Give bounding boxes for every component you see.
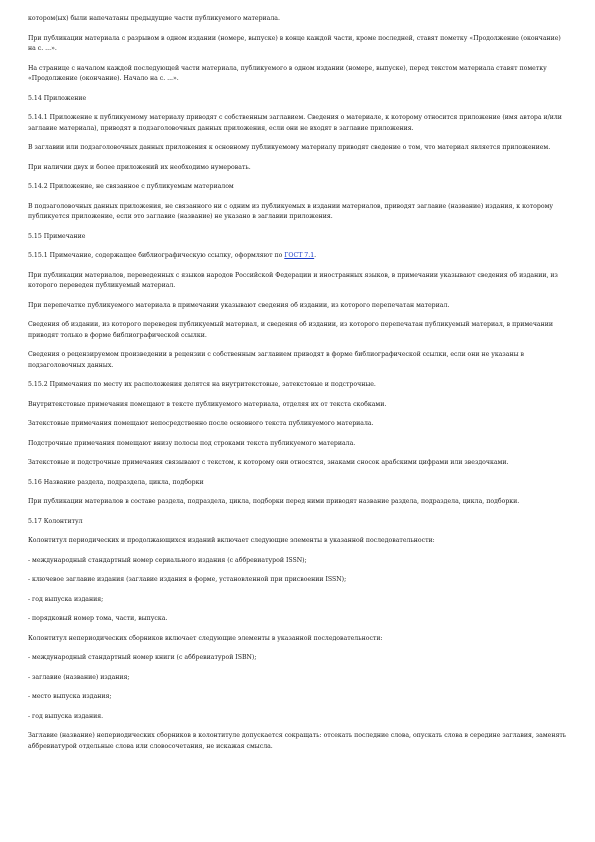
paragraph: Сведения об издании, из которого переведен публикуемый материал, и сведения об издании, из которого перепечатан публикуемый материал, в примечании приводят только в форме библиографической ссылки. (28, 321, 553, 339)
paragraph: В подзаголовочных данных приложения, не связанного ни с одним из публикуемых в издании материалов, приводят заглавие (название) издания, к которому публикуется приложение, если это заглавие (название) не указано в заглавии приложения. (28, 202, 554, 220)
paragraph: - место выпуска издания; (28, 693, 112, 700)
paragraph: Сведения о рецензируемом произведении в рецензии с собственным заглавием приводят в форме библиографической ссылки, если они не указаны в подзаголовочных данных. (28, 351, 524, 369)
paragraph: При публикации материалов в составе раздела, подраздела, цикла, подборки перед ними приводят название раздела, подраздела, цикла, подборки. (28, 498, 520, 505)
paragraph: В заглавии или подзаголовочных данных приложения к основному публикуемому материалу приводят сведение о том, что материал является приложением. (28, 144, 551, 151)
paragraph: Затекстовые примечания помещают непосредственно после основного текста публикуемого материала. (28, 420, 374, 427)
paragraph-text: 5.15.1 Примечание, содержащее библиографическую ссылку, оформляют по (28, 252, 285, 259)
paragraph: 5.16 Название раздела, подраздела, цикла, подборки (28, 478, 204, 486)
paragraph: 5.14.1 Приложение к публикуемому материалу приводят с собственным заглавием. Сведения о материале, к которому относится приложение (имя автора и/или заглавие материала), приводят в подзаголовочных данных приложения, если они не входят в заглавие приложения. (28, 114, 562, 132)
paragraph: - год выпуска издания; (28, 595, 104, 603)
paragraph: При публикации материалов, переведенных с языков народов Российской Федерации и иностранных языков, в примечании указывают сведения об издании, из которого переведен публикуемый материал. (28, 271, 558, 289)
paragraph: Колонтитул периодических и продолжающихся изданий включает следующие элементы в указанной последовательности: (28, 537, 435, 544)
paragraph: Внутритекстовые примечания помещают в тексте публикуемого материала, отделяя их от текста скобками. (28, 400, 387, 408)
paragraph: 5.14 Приложение (28, 94, 87, 102)
paragraph: 5.14.2 Приложение, не связанное с публикуемым материалом (28, 183, 234, 190)
paragraph: - заглавие (название) издания; (28, 673, 130, 681)
gost-link[interactable]: ГОСТ 7.1 (284, 252, 315, 259)
paragraph: 5.15.2 Примечания по месту их расположения делятся на внутритекстовые, затекстовые и подстрочные. (28, 381, 376, 388)
paragraph: - международный стандартный номер сериального издания (с аббревиатурой ISSN); (28, 556, 307, 564)
paragraph: На странице с началом каждой последующей части материала, публикуемого в одном издании (номере, выпуске), перед текстом материала ставят пометку «Продолжение (окончание). Начало на с. ...». (28, 64, 547, 82)
paragraph-text: . (314, 252, 317, 259)
paragraph: Подстрочные примечания помещают внизу полосы под строками текста публикуемого материала. (28, 439, 356, 447)
paragraph: 5.17 Колонтитул (28, 517, 83, 525)
paragraph-note-link (28, 251, 567, 262)
paragraph: - год выпуска издания. (28, 712, 104, 720)
paragraph: При наличии двух и более приложений их необходимо нумеровать. (28, 163, 251, 171)
paragraph: При перепечатке публикуемого материала в примечании указывают сведения об издании, из которого перепечатан материал. (28, 301, 450, 309)
paragraph: Заглавие (название) непериодических сборников в колонтитуле допускается сокращать: отсекать последние слова, опускать слова в середине заглавия, заменять аббревиатурой отдельные слова или словосочетания, не искажая смысла. (28, 732, 567, 750)
paragraph: - ключевое заглавие издания (заглавие издания в форме, установленной при присвоении ISSN); (28, 576, 347, 583)
paragraph: 5.15 Примечание (28, 232, 86, 240)
paragraph: При публикации материала с разрывом в одном издании (номере, выпуске) в конце каждой части, кроме последней, ставят пометку «Продолжение (окончание) на с. ...». (28, 34, 561, 52)
paragraph: котором(ых) были напечатаны предыдущие части публикуемого материала. (28, 15, 280, 22)
paragraph: - международный стандартный номер книги (с аббревиатурой ISBN); (28, 654, 257, 661)
paragraph: Колонтитул непериодических сборников включает следующие элементы в указанной последовательности: (28, 634, 383, 642)
paragraph: - порядковый номер тома, части, выпуска. (28, 615, 168, 622)
paragraph: Затекстовые и подстрочные примечания связывают с текстом, к которому они относятся, знаками сносок арабскими цифрами или звездочками. (28, 459, 509, 466)
